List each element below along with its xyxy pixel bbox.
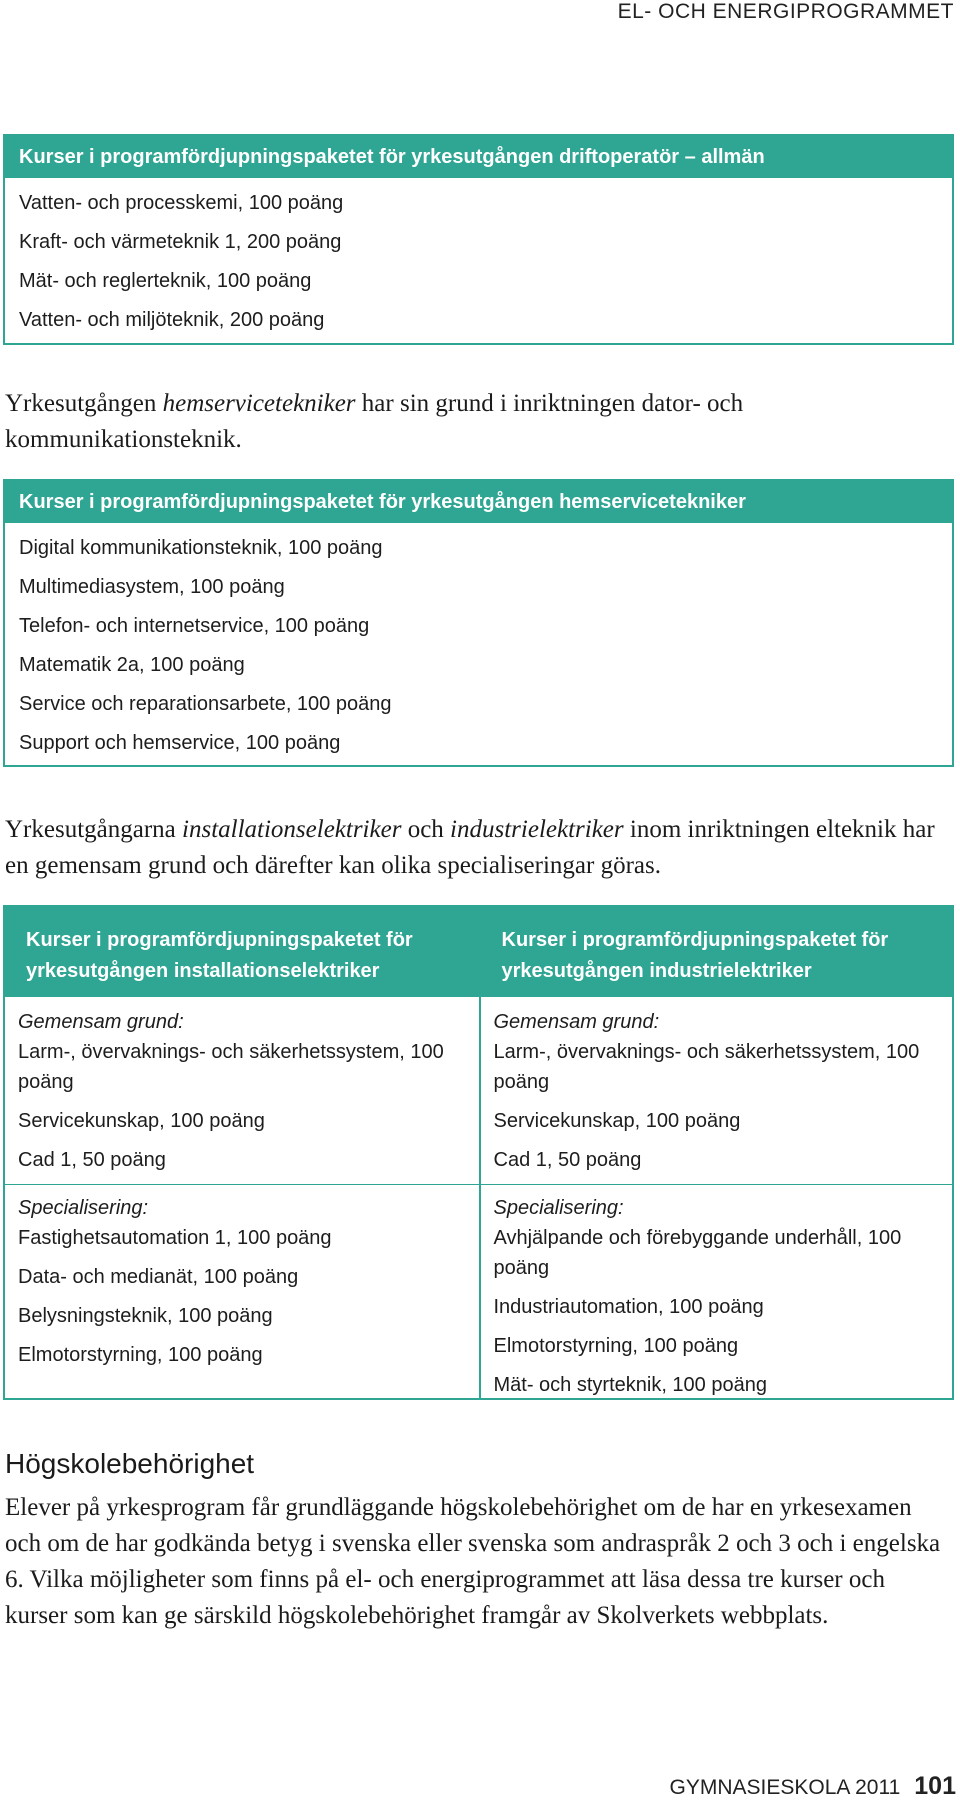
divider	[5, 1184, 479, 1185]
course-item: Elmotorstyrning, 100 poäng	[18, 1344, 263, 1366]
spec-label: Specialisering:	[493, 1197, 624, 1219]
common-label: Gemensam grund:	[493, 1011, 660, 1033]
paragraph-text: Yrkesutgången	[5, 390, 163, 417]
column-industrielektriker	[479, 907, 953, 1398]
course-item: Vatten- och miljöteknik, 200 poäng	[19, 309, 325, 331]
course-item: Industriautomation, 100 poäng	[493, 1296, 764, 1318]
course-item: Larm-, övervaknings- och säkerhetssystem, 100 poäng	[493, 1041, 920, 1093]
column-title: Kurser i programfördjupningspaketet för yrkesutgången industrielektriker	[481, 907, 953, 997]
course-item: Multimediasystem, 100 poäng	[19, 576, 285, 598]
common-label: Gemensam grund:	[18, 1011, 184, 1033]
paragraph-hemservice	[5, 386, 953, 458]
page-number: 101	[914, 1772, 956, 1800]
paragraph-text: inom inriktningen elteknik har en gemensam grund och därefter kan olika specialiseringar göras.	[5, 816, 935, 879]
course-item: Servicekunskap, 100 poäng	[18, 1110, 265, 1132]
course-item: Vatten- och processkemi, 100 poäng	[19, 192, 344, 214]
section-body: Elever på yrkesprogram får grundläggande högskolebehörighet om de har en yrkesexamen och om de har godkända betyg i svenska eller svenska som andraspråk 2 och 3 och i engelska 6. Vilka möjligheter som finns på el- och energiprogrammet att läsa dessa tre kurser och kurser som kan ge särskild högskolebehörighet framgår av Skolverkets webbplats.	[5, 1494, 941, 1629]
section-heading: Högskolebehörighet	[5, 1448, 255, 1479]
emphasis-text: hemservicetekniker	[162, 390, 356, 417]
course-item: Support och hemservice, 100 poäng	[19, 732, 341, 754]
page-footer	[670, 1772, 956, 1801]
spec-label: Specialisering:	[18, 1197, 149, 1219]
course-item: Data- och medianät, 100 poäng	[18, 1266, 299, 1288]
course-item: Elmotorstyrning, 100 poäng	[493, 1335, 739, 1357]
course-box-title: Kurser i programfördjupningspaketet för yrkesutgången hemservicetekniker	[5, 481, 952, 523]
course-box-hemservicetekniker	[3, 479, 954, 767]
paragraph-text: och	[401, 816, 451, 843]
paragraph-text: Yrkesutgångarna	[5, 816, 183, 843]
paragraph-elteknik	[5, 812, 953, 884]
course-item: Larm-, övervaknings- och säkerhetssystem, 100 poäng	[18, 1041, 444, 1093]
course-item: Cad 1, 50 poäng	[18, 1149, 166, 1171]
course-item: Service och reparationsarbete, 100 poäng	[19, 693, 392, 715]
course-item: Servicekunskap, 100 poäng	[493, 1110, 741, 1132]
emphasis-text: installationselektriker	[182, 816, 402, 843]
course-item: Cad 1, 50 poäng	[493, 1149, 642, 1171]
emphasis-text: industrielektriker	[450, 816, 624, 843]
course-item: Belysningsteknik, 100 poäng	[18, 1305, 273, 1327]
paragraph-text: har sin grund i inriktningen dator- och kommunikationsteknik.	[5, 390, 744, 453]
course-item: Fastighetsautomation 1, 100 poäng	[18, 1227, 332, 1249]
course-item: Mät- och reglerteknik, 100 poäng	[19, 270, 312, 292]
course-item: Digital kommunikationsteknik, 100 poäng	[19, 537, 383, 559]
column-installationselektriker	[5, 907, 479, 1398]
course-box-title: Kurser i programfördjupningspaketet för yrkesutgången driftoperatör – allmän	[5, 136, 952, 178]
course-item: Kraft- och värmeteknik 1, 200 poäng	[19, 231, 342, 253]
divider	[481, 1184, 953, 1185]
course-item: Matematik 2a, 100 poäng	[19, 654, 245, 676]
running-head: EL- OCH ENERGIPROGRAMMET	[617, 0, 954, 23]
course-item: Mät- och styrteknik, 100 poäng	[493, 1374, 767, 1396]
column-title: Kurser i programfördjupningspaketet för yrkesutgången installationselektriker	[5, 907, 479, 997]
course-box-driftoperator	[3, 134, 954, 345]
publication-name: GYMNASIESKOLA 2011	[669, 1776, 901, 1799]
course-item: Avhjälpande och förebyggande underhåll, 100 poäng	[493, 1227, 902, 1279]
course-item: Telefon- och internetservice, 100 poäng	[19, 615, 370, 637]
course-table-elteknik	[3, 905, 954, 1400]
